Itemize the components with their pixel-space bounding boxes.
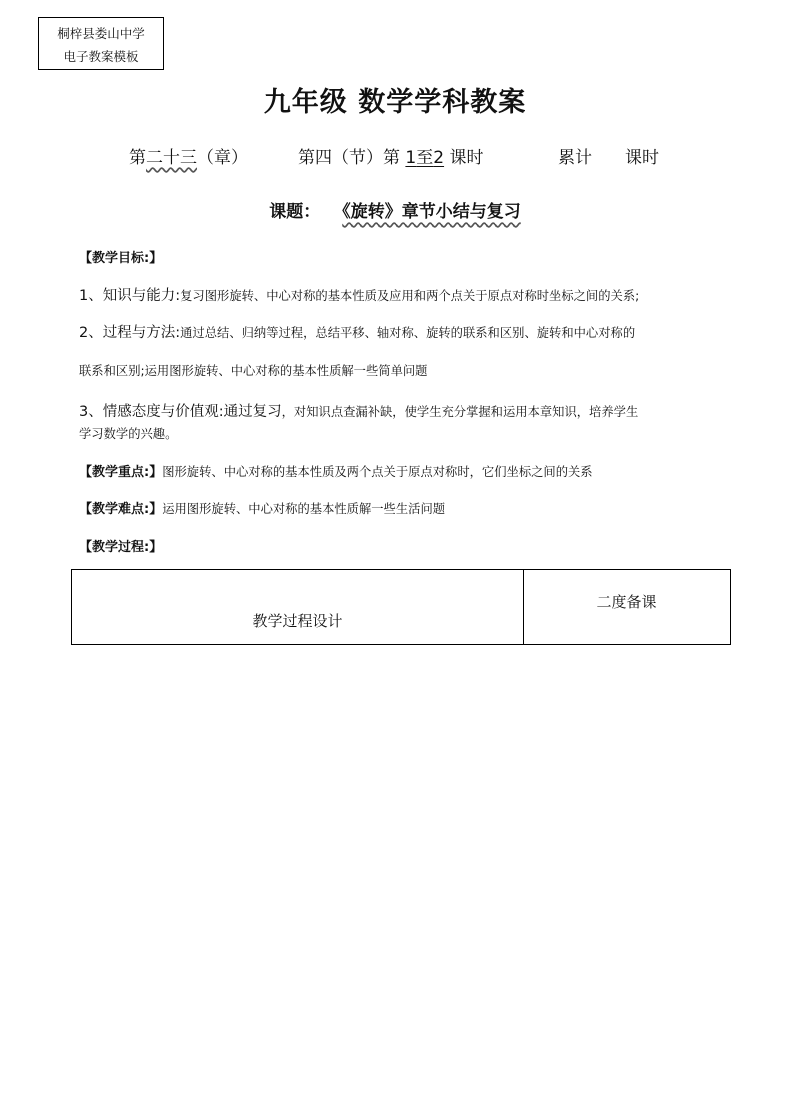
document-title: 九年级 数学学科教案 <box>263 87 527 118</box>
badge-template-name: 电子教案模板 <box>63 49 139 64</box>
objectives-heading-text: 【教学目标:】 <box>79 251 163 266</box>
chapter-info <box>129 143 248 168</box>
cumulative-label: 累计 <box>558 148 592 168</box>
subject-label: 课题： <box>269 202 321 222</box>
school-badge <box>38 17 164 70</box>
difficulties-label: 【教学难点:】 <box>79 502 163 517</box>
lesson-to: 2 <box>433 148 445 168</box>
objective-item-3-cont: 学习数学的兴趣。 <box>79 427 178 441</box>
subject-topic: 《旋转》章节小结与复习 <box>342 202 521 222</box>
objective-item-3 <box>79 400 719 421</box>
section-prefix: 第四（节）第 <box>298 148 400 168</box>
chapter-suffix: （章） <box>197 148 248 168</box>
key-points-label: 【教学重点:】 <box>79 465 163 480</box>
table-left-header: 教学过程设计 <box>252 612 343 630</box>
process-heading <box>79 536 719 555</box>
lesson-to-word: 至 <box>416 148 434 168</box>
objectives-heading <box>79 247 719 266</box>
objective-3-label: 3、情感态度与价值观:通过复习 <box>79 404 282 420</box>
lesson-info <box>298 143 483 168</box>
lesson-from: 1 <box>405 148 417 168</box>
process-table <box>71 569 731 645</box>
key-points <box>79 461 719 480</box>
chapter-prefix: 第 <box>129 148 146 168</box>
objective-item-2 <box>79 321 719 342</box>
table-right-header: 二度备课 <box>596 593 657 611</box>
badge-school-name: 桐梓县娄山中学 <box>57 26 145 41</box>
key-points-text: 图形旋转、中心对称的基本性质及两个点关于原点对称时，它们坐标之间的关系 <box>162 465 593 479</box>
objective-2-text: 通过总结、归纳等过程，总结平移、轴对称、旋转的联系和区别、旋转和中心对称的 <box>180 326 636 340</box>
objective-1-text: 复习图形旋转、中心对称的基本性质及应用和两个点关于原点对称时坐标之间的关系; <box>180 289 640 303</box>
chapter-number: 二十三 <box>146 148 197 168</box>
objective-2-label: 2、过程与方法: <box>79 325 181 341</box>
cumulative-unit: 课时 <box>625 148 659 168</box>
objective-1-label: 1、知识与能力: <box>79 288 181 304</box>
difficulties <box>79 498 719 517</box>
lesson-suffix: 课时 <box>449 148 484 168</box>
process-heading-text: 【教学过程:】 <box>79 540 163 555</box>
objective-item-1 <box>79 284 719 305</box>
objective-3-text: ，对知识点查漏补缺，使学生充分掌握和运用本章知识，培养学生 <box>281 405 639 419</box>
lesson-subject <box>0 197 790 222</box>
difficulties-text: 运用图形旋转、中心对称的基本性质解一些生活问题 <box>162 502 446 516</box>
objective-item-2-cont: 联系和区别;运用图形旋转、中心对称的基本性质解一些简单问题 <box>79 364 428 378</box>
